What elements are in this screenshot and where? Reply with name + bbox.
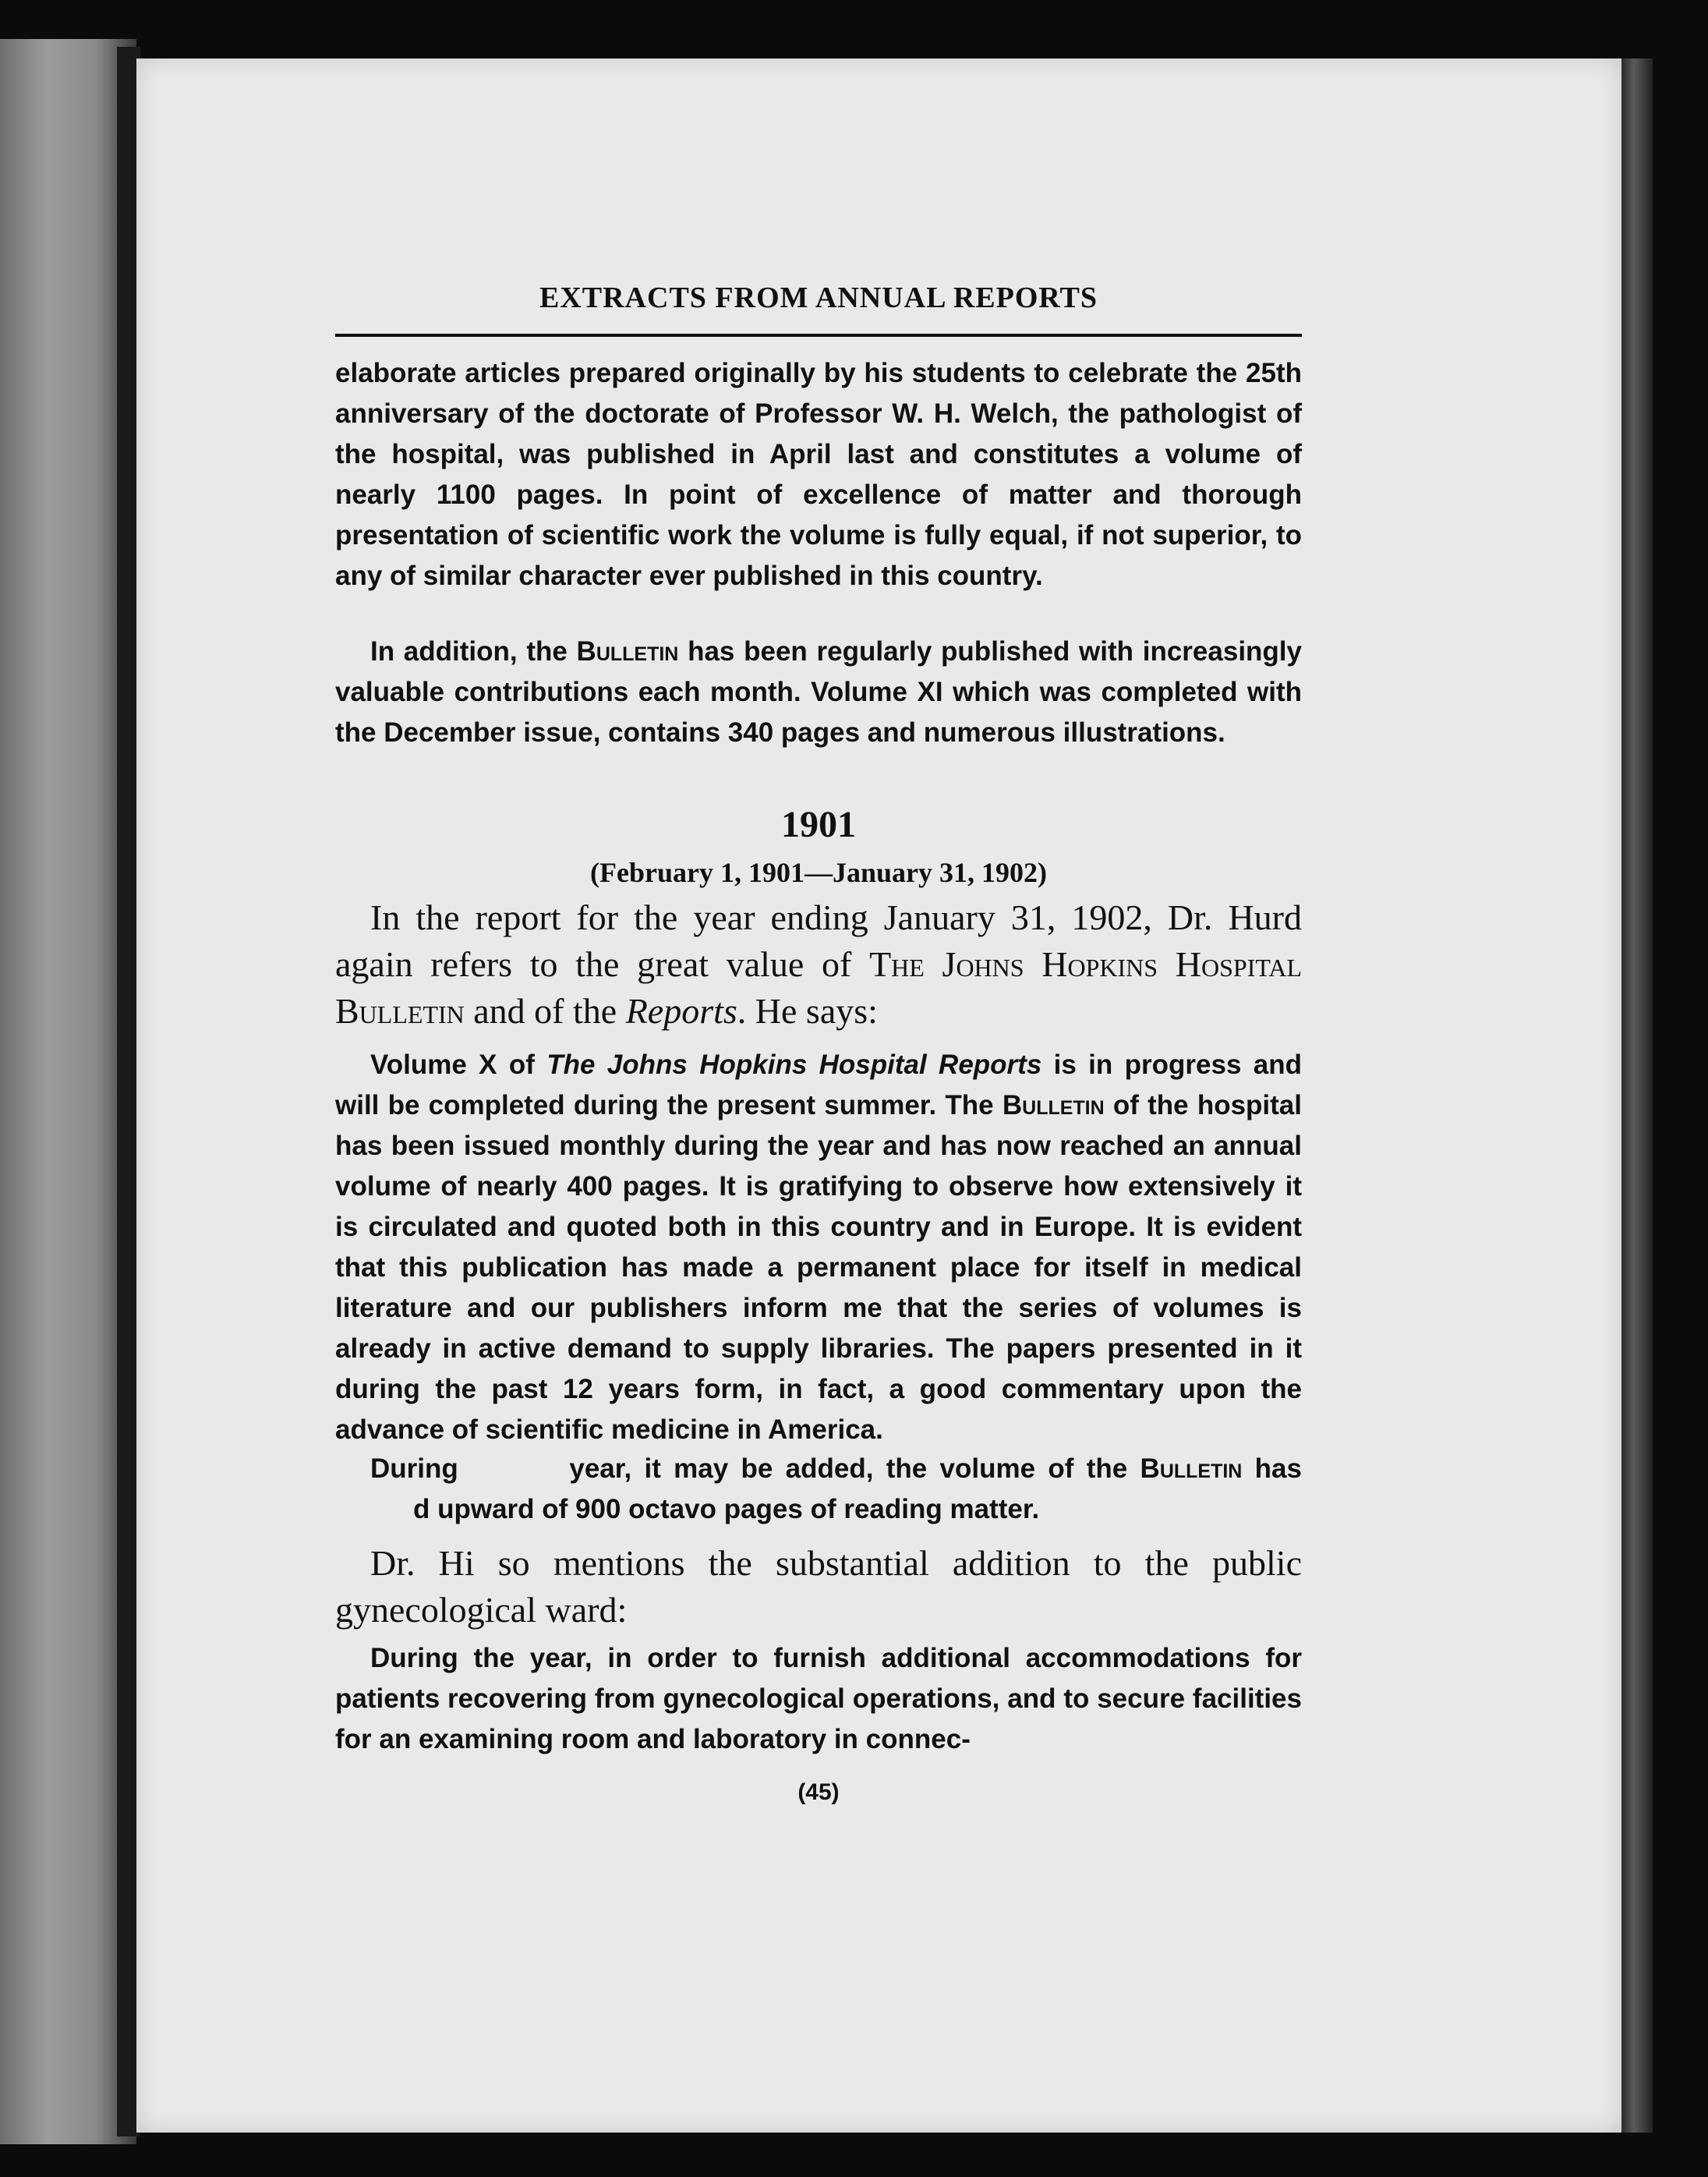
paragraph-text: has been regularly published with increasingly valuable contributions each month. Volume XI which was completed with the December issue, contains 340 pages and numerous illustrations. — [335, 636, 1302, 748]
header-rule — [335, 334, 1302, 337]
paragraph-gynecological-ward-intro — [335, 1540, 1302, 1634]
bulletin-small-caps: Bulletin — [576, 636, 679, 667]
paragraph-text: During — [370, 1453, 472, 1484]
year-heading: 1901 — [781, 804, 856, 845]
paragraph-text: d upward of 900 octavo pages of reading matter. — [413, 1494, 1040, 1524]
paragraph-text: Dr. Hi so mentions the substantial addition to the public gynecological ward: — [335, 1543, 1302, 1630]
bulletin-small-caps: Bulletin — [1002, 1090, 1105, 1120]
paragraph-volume-x — [335, 1045, 1302, 1450]
paragraph-gynecological-accommodations — [335, 1638, 1302, 1760]
paragraph-text: In the report for the year ending January 31, 1902, Dr. Hurd again refers to the great value of — [335, 897, 1302, 984]
year-range: (February 1, 1901—January 31, 1902) — [590, 857, 1047, 888]
paragraph-text: has — [1242, 1453, 1302, 1484]
paragraph-text: elaborate articles prepared originally by his students to celebrate the 25th anniversary of the doctorate of Professor W. H. Welch, the pathologist of the hospital, was published in April last and constitutes a volume of nearly 1100 pages. In point of excellence of matter and thorough presentation of scientific work the volume is fully equal, if not superior, to any of similar character ever published in this country. — [335, 358, 1302, 591]
paragraph-text: In addition, the — [370, 636, 577, 667]
left-page-edge — [0, 39, 136, 2144]
paragraph-during-year — [335, 1449, 1302, 1530]
paragraph-text: year, it may be added, the volume of the — [557, 1453, 1140, 1484]
reports-title-italic: The Johns Hopkins Hospital Reports — [546, 1050, 1042, 1080]
right-page-edge — [1621, 58, 1653, 2133]
paragraph-text: Volume X of — [370, 1050, 547, 1080]
paragraph-bulletin-volume-xi — [335, 632, 1302, 753]
journal-title-small-caps: The Johns Hopkins Hospital Bulletin — [335, 944, 1302, 1031]
reports-italic: Reports — [625, 991, 737, 1031]
paragraph-text: During the year, in order to furnish additional accommodations for patients recovering from gynecological operations, and to secure facilities for an examining room and laboratory in connec- — [335, 1643, 1302, 1754]
page-number: (45) — [797, 1779, 840, 1805]
paragraph-text: of the hospital has been issued monthly during the year and has now reached an annual volume of nearly 400 pages. It is gratifying to observe how extensively it is circulated and quoted both in this country and in Europe. It is evident that this publication has made a permanent place for itself in medical literature and our publishers inform me that the series of volumes is already in active demand to supply libraries. The papers presented in it during the past 12 years form, in fact, a good commentary upon the advance of scientific medicine in America. — [335, 1090, 1302, 1445]
paragraph-hurd-report — [335, 894, 1302, 1035]
bulletin-small-caps: Bulletin — [1140, 1453, 1243, 1484]
paragraph-text: . He says: — [737, 991, 878, 1031]
paragraph-text: and of the — [464, 991, 626, 1031]
paragraph-welch-volume — [335, 353, 1302, 596]
paragraph-text: is in progress and will be completed during the present summer. The — [335, 1050, 1302, 1120]
running-head: EXTRACTS FROM ANNUAL REPORTS — [539, 281, 1098, 314]
